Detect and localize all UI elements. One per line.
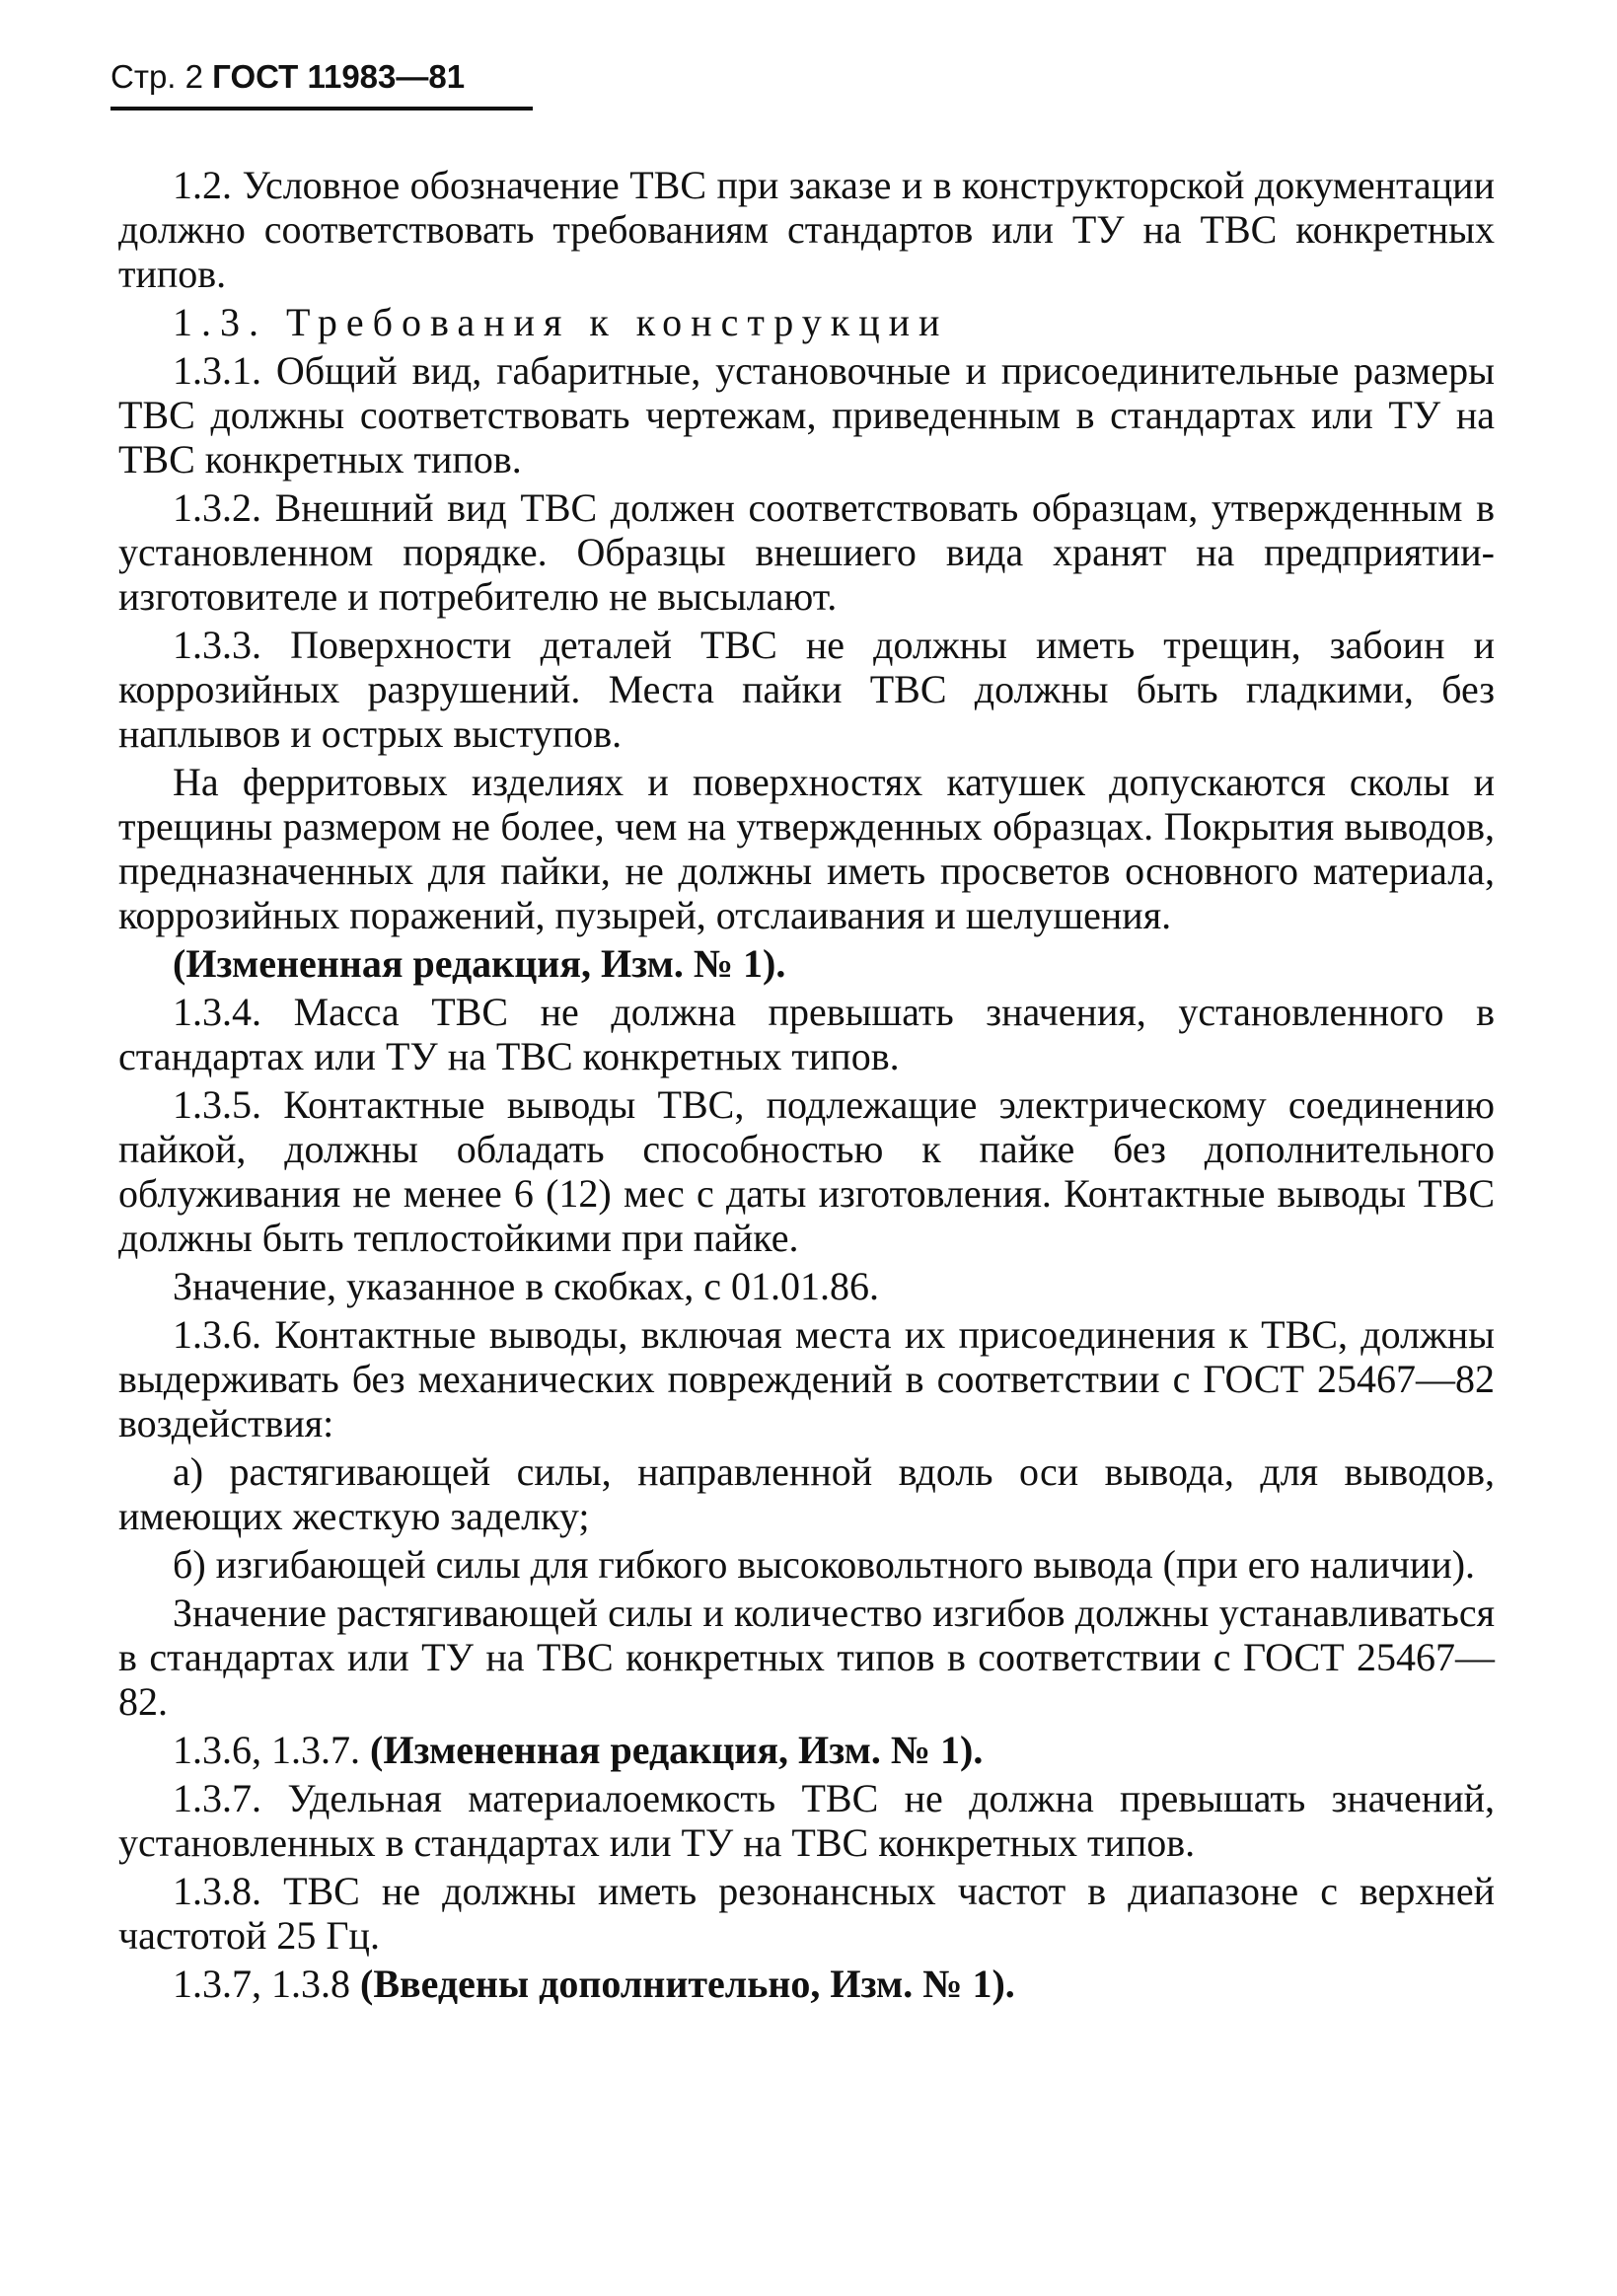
section-heading-1-3: 1.3. Требования к конструкции: [173, 300, 949, 344]
paragraph-1-3-3: 1.3.3. Поверхности деталей ТВС не должны иметь трещин, забоин и коррозийных разрушений. Места пайки ТВС должны быть гладкими, без наплывов и острых выступов.: [118, 623, 1495, 756]
paragraph-ferrite: На ферритовых изделиях и поверхностях катушек допускаются сколы и трещины размером не более, чем на утвержденных образцах. Покрытия выводов, предназначенных для пайки, не должны иметь просветов основного материала, коррозийных поражений, пузырей, отслаивания и шелушения.: [118, 760, 1495, 937]
page-number: Стр. 2: [110, 58, 203, 95]
paragraph-1-3-4: 1.3.4. Масса ТВС не должна превышать значения, установленного в стандартах или ТУ на ТВС конкретных типов.: [118, 990, 1495, 1078]
amendment-ref-3: 1.3.7, 1.3.8: [173, 1962, 350, 2006]
amendment-ref-2: 1.3.6, 1.3.7.: [173, 1728, 360, 1772]
paragraph-1-3-7: 1.3.7. Удельная материалоемкость ТВС не должна превышать значений, установленных в стандартах или ТУ на ТВС конкретных типов.: [118, 1776, 1495, 1865]
amendment-text-2: (Измененная редакция, Изм. № 1).: [370, 1728, 984, 1772]
amendment-note-3: [118, 1962, 1495, 2006]
paragraph-1-3-6: 1.3.6. Контактные выводы, включая места их присоединения к ТВС, должны выдерживать без механических повреждений в соответствии с ГОСТ 25467—82 воздействия:: [118, 1312, 1495, 1445]
page-header: [110, 57, 465, 97]
paragraph-1-3-8: 1.3.8. ТВС не должны иметь резонансных частот в диапазоне с верхней частотой 25 Гц.: [118, 1869, 1495, 1958]
paragraph-1-3-5: 1.3.5. Контактные выводы ТВС, подлежащие электрическому соединению пайкой, должны обладать способностью к пайке без дополнительного облуживания не менее 6 (12) мес с даты изготовления. Контактные выводы ТВС должны быть теплостойкими при пайке.: [118, 1082, 1495, 1260]
paragraph-force-value: Значение растягивающей силы и количество изгибов должны устанавливаться в стандартах или ТУ на ТВС конкретных типов в соответствии с ГОСТ 25467—82.: [118, 1591, 1495, 1724]
paragraph-1-2: 1.2. Условное обозначение ТВС при заказе и в конструкторской документации должно соответствовать требованиям стандартов или ТУ на ТВС конкретных типов.: [118, 163, 1495, 296]
paragraph-1-3-2: 1.3.2. Внешний вид ТВС должен соответствовать образцам, утвержденным в установленном порядке. Образцы внешиего вида хранят на предприятии-изготовителе и потребителю не высылают.: [118, 485, 1495, 619]
standard-code: ГОСТ 11983—81: [212, 58, 466, 95]
list-item-a: а) растягивающей силы, направленной вдоль оси вывода, для выводов, имеющих жесткую заделку;: [118, 1449, 1495, 1538]
paragraph-1-3-1: 1.3.1. Общий вид, габаритные, установочные и присоединительные размеры ТВС должны соответствовать чертежам, приведенным в стандартах или ТУ на ТВС конкретных типов.: [118, 348, 1495, 481]
amendment-note-2: [118, 1728, 1495, 1772]
document-body: [118, 163, 1495, 2010]
amendment-note-1: (Измененная редакция, Изм. № 1).: [173, 941, 786, 986]
list-item-b: б) изгибающей силы для гибкого высоковольтного вывода (при его наличии).: [173, 1542, 1476, 1587]
amendment-text-3: (Введены дополнительно, Изм. № 1).: [360, 1962, 1015, 2006]
paragraph-brackets-note: Значение, указанное в скобках, с 01.01.86.: [173, 1264, 879, 1308]
header-underline: [110, 107, 533, 111]
